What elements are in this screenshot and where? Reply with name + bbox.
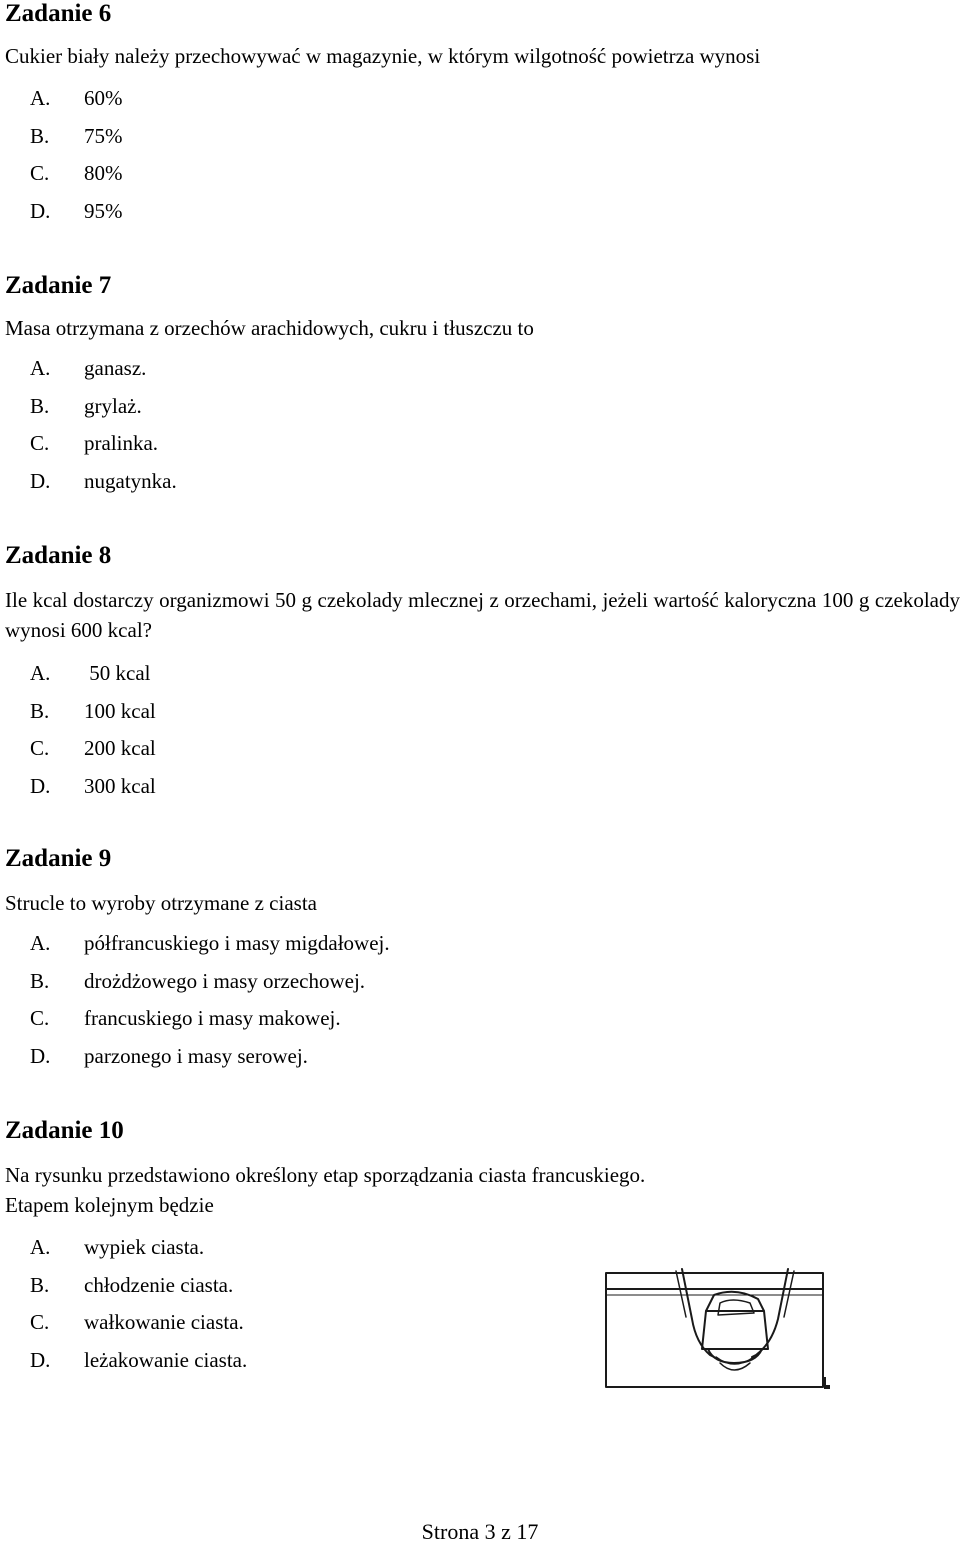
butter-block bbox=[718, 1300, 754, 1315]
left-arm bbox=[682, 1269, 714, 1357]
answer-option-b bbox=[5, 693, 960, 731]
task-question-line-1: Na rysunku przedstawiono określony etap sporządzania ciasta francuskiego. bbox=[5, 1163, 646, 1187]
task-title: Zadanie 8 bbox=[5, 542, 112, 569]
answer-option-b bbox=[5, 118, 960, 156]
option-letter: B. bbox=[30, 698, 50, 723]
dough-square bbox=[702, 1311, 768, 1349]
option-letter: B. bbox=[30, 1272, 50, 1297]
option-letter: C. bbox=[30, 736, 50, 760]
option-text: parzonego i masy serowej. bbox=[84, 1043, 308, 1068]
option-letter: A. bbox=[30, 661, 51, 685]
answer-option-d bbox=[5, 1038, 960, 1076]
answer-option-c bbox=[5, 730, 960, 768]
answer-option-b bbox=[5, 388, 960, 426]
task-question: Cukier biały należy przechowywać w magazynie, w którym wilgotność powietrza wynosi bbox=[5, 44, 761, 68]
option-letter: C. bbox=[30, 161, 50, 185]
task-title: Zadanie 7 bbox=[5, 272, 112, 299]
option-text: drożdżowego i masy orzechowej. bbox=[84, 968, 366, 993]
option-text: chłodzenie ciasta. bbox=[84, 1272, 234, 1297]
pastry-folding-illustration bbox=[604, 1259, 836, 1395]
option-letter: A. bbox=[30, 356, 51, 380]
option-text: wałkowanie ciasta. bbox=[84, 1310, 244, 1334]
option-letter: C. bbox=[30, 1006, 50, 1030]
option-text: wypiek ciasta. bbox=[84, 1235, 205, 1259]
task-9 bbox=[5, 845, 960, 1075]
task-title: Zadanie 9 bbox=[5, 845, 112, 872]
task-question: Masa otrzymana z orzechów arachidowych, cukru i tłuszczu to bbox=[5, 316, 534, 340]
option-text: francuskiego i masy makowej. bbox=[84, 1006, 341, 1030]
option-text: nugatynka. bbox=[84, 468, 177, 493]
option-letter: D. bbox=[30, 468, 51, 493]
option-letter: C. bbox=[30, 1310, 50, 1334]
option-text: 60% bbox=[84, 86, 123, 110]
option-letter: C. bbox=[30, 431, 50, 455]
task-title: Zadanie 10 bbox=[5, 1117, 124, 1144]
option-letter: D. bbox=[30, 1347, 51, 1372]
page-number: Strona 3 z 17 bbox=[421, 1519, 539, 1544]
option-text: pralinka. bbox=[84, 431, 159, 455]
answer-options bbox=[5, 350, 960, 500]
option-letter: A. bbox=[30, 931, 51, 955]
option-text: 200 kcal bbox=[84, 736, 156, 760]
option-text: 95% bbox=[84, 198, 123, 223]
answer-option-a bbox=[5, 655, 960, 693]
answer-option-d bbox=[5, 193, 960, 231]
answer-options bbox=[5, 80, 960, 230]
option-text: leżakowanie ciasta. bbox=[84, 1347, 248, 1372]
option-letter: A. bbox=[30, 1235, 51, 1259]
task-8 bbox=[5, 542, 960, 805]
option-text: półfrancuskiego i masy migdałowej. bbox=[84, 931, 390, 955]
answer-option-d bbox=[5, 768, 960, 806]
answer-option-c bbox=[5, 1000, 960, 1038]
answer-option-c bbox=[5, 155, 960, 193]
option-letter: D. bbox=[30, 198, 51, 223]
option-text: ganasz. bbox=[84, 356, 147, 380]
option-text: 50 kcal bbox=[84, 661, 151, 685]
answer-option-a bbox=[5, 925, 960, 963]
task-title: Zadanie 6 bbox=[5, 0, 112, 27]
option-text: 300 kcal bbox=[84, 773, 156, 798]
corner-mark-stem bbox=[824, 1377, 826, 1387]
option-letter: B. bbox=[30, 393, 50, 418]
answer-options bbox=[5, 925, 960, 1075]
option-text: 80% bbox=[84, 161, 123, 185]
answer-option-b bbox=[5, 963, 960, 1001]
answer-option-d bbox=[5, 463, 960, 501]
answer-options bbox=[5, 655, 960, 805]
answer-option-c bbox=[5, 425, 960, 463]
task-7 bbox=[5, 272, 960, 500]
option-letter: D. bbox=[30, 773, 51, 798]
option-letter: B. bbox=[30, 968, 50, 993]
option-letter: A. bbox=[30, 86, 51, 110]
task-question-line-2: Etapem kolejnym będzie bbox=[5, 1193, 214, 1217]
right-arm bbox=[752, 1269, 788, 1357]
answer-option-a bbox=[5, 80, 960, 118]
option-text: grylaż. bbox=[84, 393, 142, 418]
option-text: 100 kcal bbox=[84, 698, 156, 723]
task-question: Strucle to wyroby otrzymane z ciasta bbox=[5, 891, 317, 915]
task-question: Ile kcal dostarczy organizmowi 50 g czekolady mlecznej z orzechami, jeżeli wartość kaloryczna 100 g czekolady wynosi 600 kcal? bbox=[5, 588, 960, 642]
task-6 bbox=[5, 0, 960, 230]
option-letter: B. bbox=[30, 123, 50, 148]
option-letter: D. bbox=[30, 1043, 51, 1068]
option-text: 75% bbox=[84, 123, 123, 148]
answer-option-a bbox=[5, 350, 960, 388]
